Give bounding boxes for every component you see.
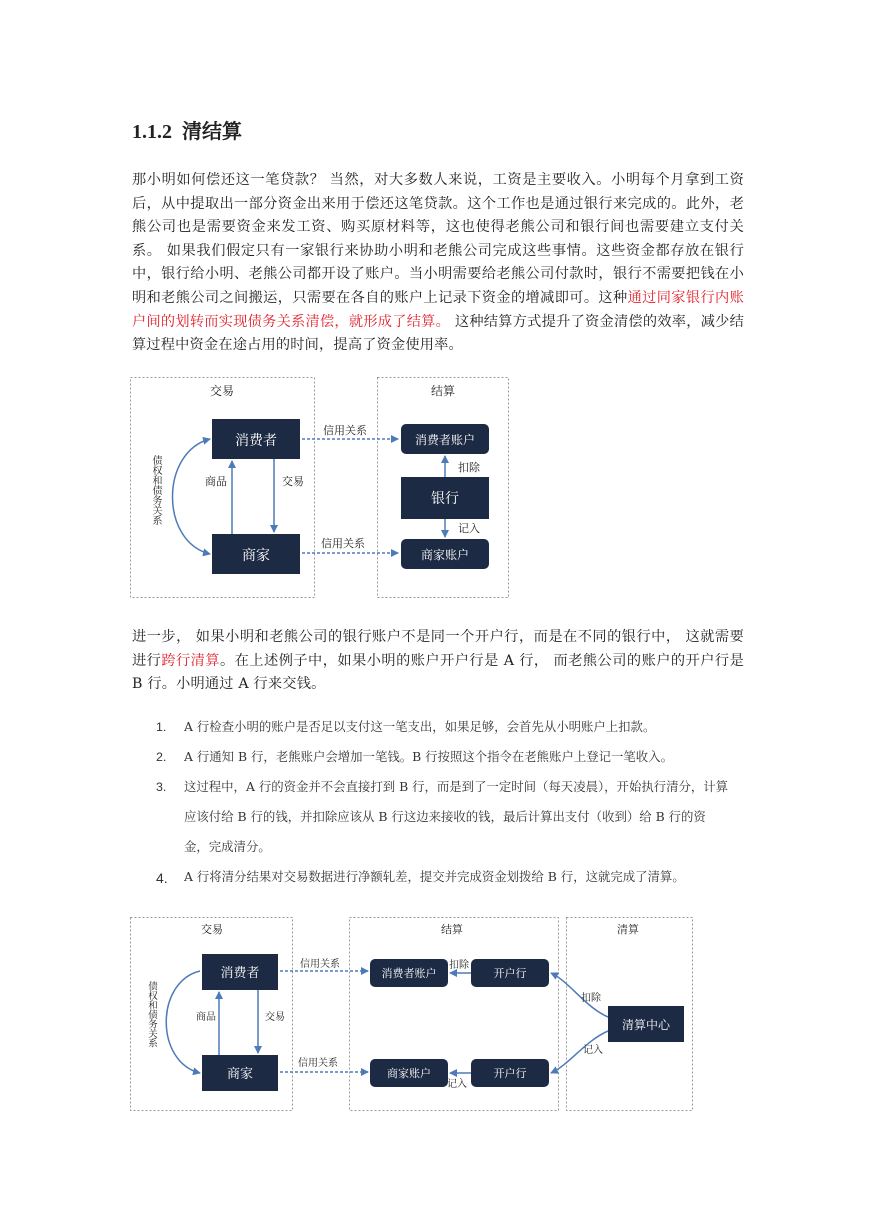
paragraph-interbank: 进一步， 如果小明和老熊公司的银行账户不是同一个开户行，而是在不同的银行中， 这就需要进行跨行清算。在上述例子中，如果小明的账户开户行是 A 行， 而老熊公司的账户的开户行是 B 行。小明通过 A 行来交钱。 [132,629,744,693]
debt-label: 债权和债务关系 [150,455,161,525]
debt-relation-arc [166,971,200,1073]
section-number: 1.1.2 [132,121,172,143]
trade-group-label: 交易 [209,384,235,398]
settle-group-label: 结算 [430,384,456,398]
paragraph-settlement: 那小明如何偿还这一笔贷款？ 当然，对大多数人来说，工资是主要收入。小明每个月拿到工资后，从中提取出一部分资金出来用于偿还这笔贷款。这个工作也是通过银行来完成的。此外，老熊公司也是需要资金来发工资、购买原材料等，这也使得老熊公司和银行间也需要建立支付关系。 如果我们假定只有一家银行来协助小明和老熊公司完成这些事情。这些资金都存放在银行中，银行给小明、老熊公司都开设了账户。当小明需要给老熊公司付款时，银行不需要把钱在小明和老熊公司之间搬运，只需要在各自的账户上记录下资金的增减即可。这种通过同家银行内账户间的划转而实现债务关系清偿，就形成了结算。 这种结算方式提升了资金清偿的效率，减少结算过程中资金在途占用的时间，提高了资金使用率。 [132,172,744,354]
merchant-label: 商家 [226,1067,254,1082]
consumer-account-label: 消费者账户 [381,967,437,980]
bank-label: 银行 [431,491,459,507]
open-bank-label-bottom: 开户行 [493,1067,527,1080]
credit-in-label-settle: 记入 [447,1079,467,1090]
merchant-label: 商家 [242,548,270,564]
credit-label-top: 信用关系 [300,959,340,970]
highlight-interbank: 跨行清算 [161,652,221,669]
clearing-center-label: 清算中心 [621,1018,671,1032]
credit-in-label: 记入 [458,522,480,535]
consumer-account-label: 消费者账户 [414,433,476,447]
debt-relation-arc [173,439,211,554]
highlight-settlement: 通过同家银行内账户间的划转而实现债务关系清偿，就形成了结算。 [132,289,744,330]
trade-group-label: 交易 [201,923,223,936]
trade-label: 交易 [265,1012,285,1023]
consumer-label: 消费者 [235,433,277,449]
clear-group-label: 清算 [617,923,639,936]
credit-label-bottom: 信用关系 [321,537,365,550]
clearing-diagram [130,917,696,1113]
deduct-label-settle: 扣除 [449,960,469,971]
merchant-account-label: 商家账户 [387,1067,431,1080]
trade-label: 交易 [282,475,304,488]
settle-group-label: 结算 [441,923,463,936]
section-title: 清结算 [182,121,242,143]
deduct-label-clear: 扣除 [581,993,601,1004]
open-bank-label-top: 开户行 [493,967,527,980]
credit-label-bottom: 信用关系 [298,1058,338,1069]
credit-in-label-clear: 记入 [583,1045,603,1056]
settlement-diagram [130,377,512,599]
consumer-label: 消费者 [220,966,260,981]
goods-label: 商品 [196,1012,216,1023]
goods-label: 商品 [205,475,227,488]
section-heading [132,115,242,144]
deduct-label: 扣除 [458,461,480,474]
debt-label: 债权和债务关系 [146,981,157,1048]
credit-label-top: 信用关系 [323,424,367,437]
merchant-account-label: 商家账户 [420,548,470,562]
